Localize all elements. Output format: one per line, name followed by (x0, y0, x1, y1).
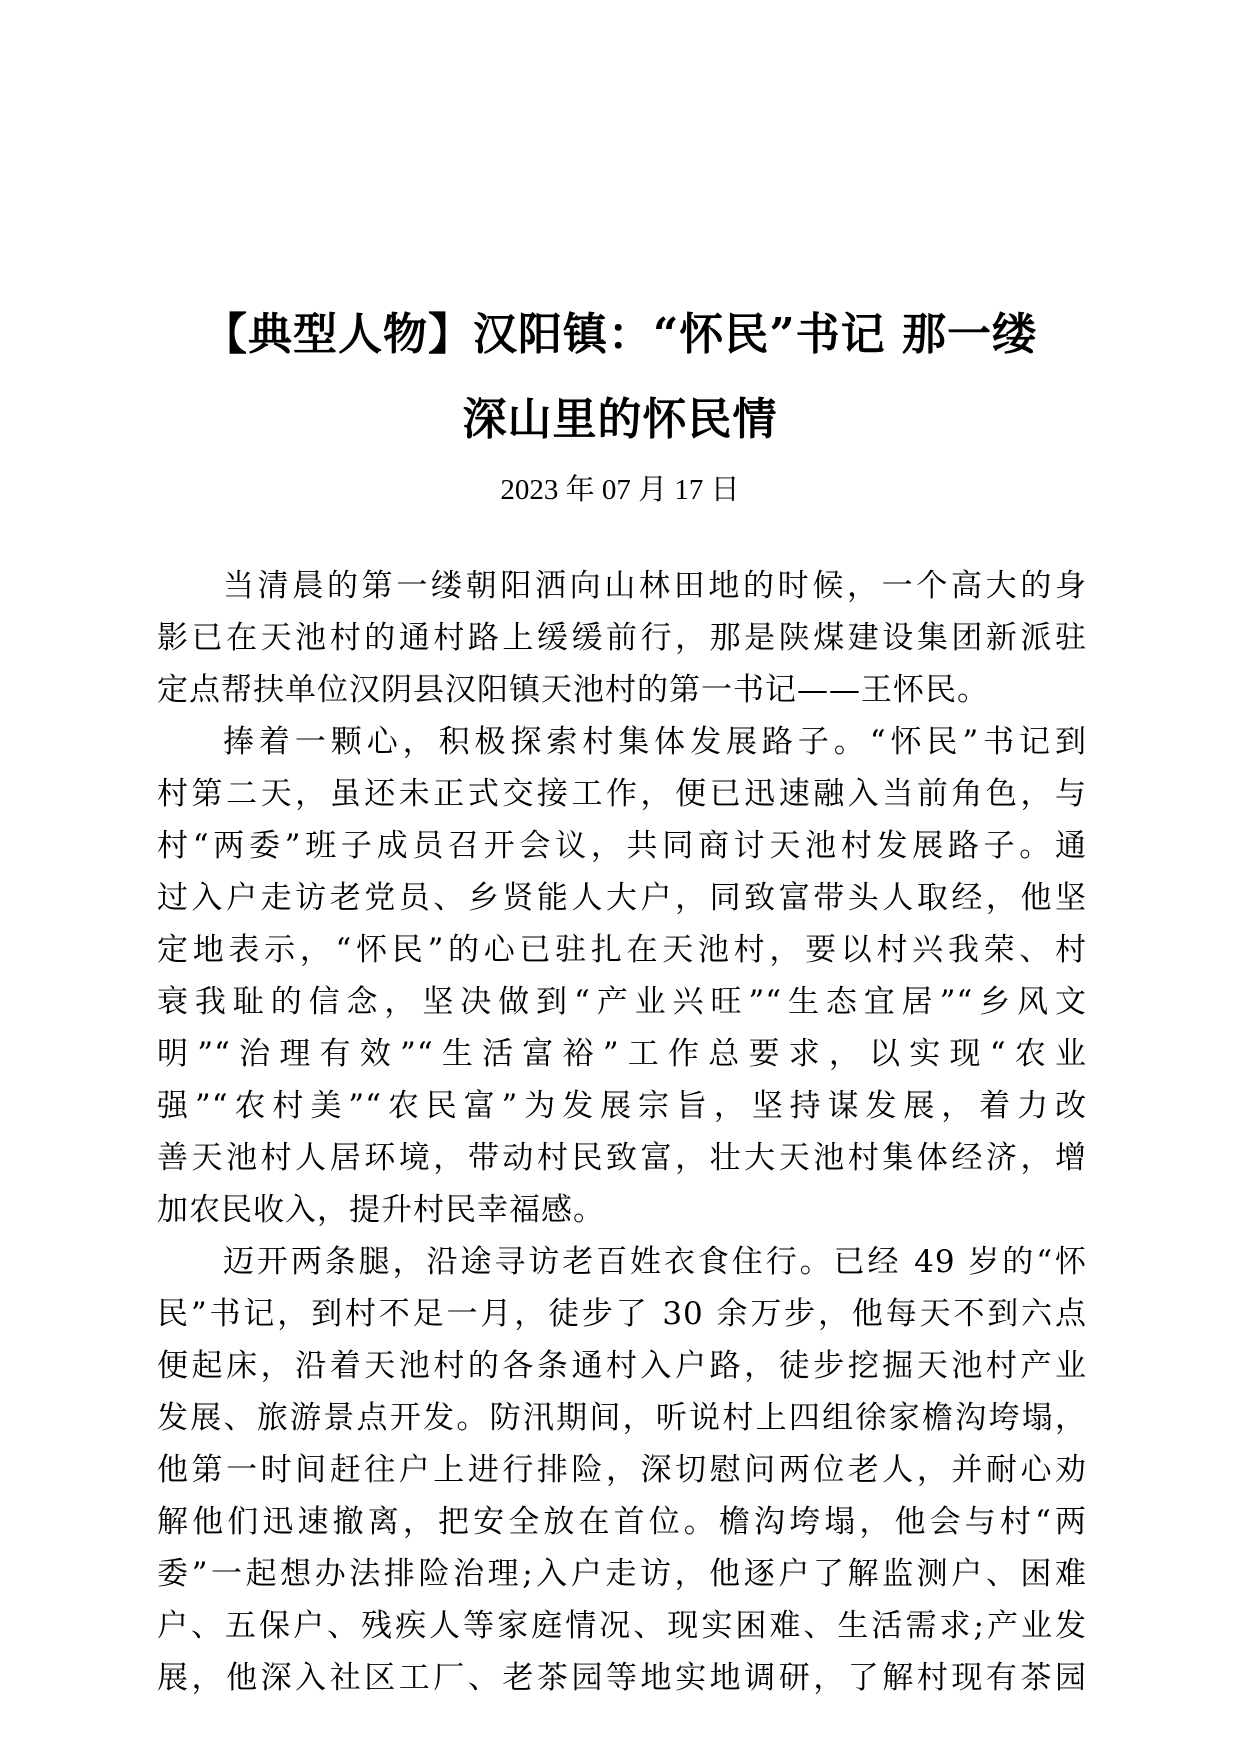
paragraph-line: 明”“治理有效”“生活富裕”工作总要求，以实现“农业 (157, 1036, 1087, 1072)
article-body (157, 560, 1087, 1704)
paragraph-line: 捧着一颗心，积极探索村集体发展路子。“怀民”书记到 (223, 724, 1087, 760)
paragraph-line: 善天池村人居环境，带动村民致富，壮大天池村集体经济，增 (157, 1140, 1087, 1176)
paragraph-line: 展，他深入社区工厂、老茶园等地实地调研，了解村现有茶园 (157, 1660, 1087, 1696)
paragraph-line: 委”一起想办法排险治理;入户走访，他逐户了解监测户、困难 (157, 1556, 1087, 1592)
title-line-2: 深山里的怀民情 (462, 394, 778, 445)
paragraph-line: 发展、旅游景点开发。防汛期间，听说村上四组徐家檐沟垮塌， (157, 1400, 1087, 1436)
paragraph-line: 当清晨的第一缕朝阳洒向山林田地的时候，一个高大的身 (223, 568, 1087, 604)
paragraph-line: 衰我耻的信念，坚决做到“产业兴旺”“生态宜居”“乡风文 (157, 984, 1087, 1020)
title-line-1: 【典型人物】汉阳镇：“怀民”书记 那一缕 (203, 309, 1037, 360)
paragraph-line: 定地表示，“怀民”的心已驻扎在天池村，要以村兴我荣、村 (157, 932, 1087, 968)
publish-date: 2023 年 07 月 17 日 (500, 474, 740, 506)
paragraph-line: 他第一时间赶往户上进行排险，深切慰问两位老人，并耐心劝 (157, 1452, 1087, 1488)
paragraph-line: 村第二天，虽还未正式交接工作，便已迅速融入当前角色，与 (157, 776, 1087, 812)
paragraph-line: 强”“农村美”“农民富”为发展宗旨，坚持谋发展，着力改 (157, 1088, 1087, 1124)
paragraph-line: 村“两委”班子成员召开会议，共同商讨天池村发展路子。通 (157, 828, 1087, 864)
paragraph-line: 解他们迅速撤离，把安全放在首位。檐沟垮塌，他会与村“两 (157, 1504, 1087, 1540)
paragraph-line: 过入户走访老党员、乡贤能人大户，同致富带头人取经，他坚 (157, 880, 1087, 916)
paragraph-line: 定点帮扶单位汉阴县汉阳镇天池村的第一书记——王怀民。 (157, 672, 989, 708)
paragraph-line: 民”书记，到村不足一月，徒步了 30 余万步，他每天不到六点 (157, 1296, 1087, 1332)
paragraph-line: 户、五保户、残疾人等家庭情况、现实困难、生活需求;产业发 (157, 1608, 1087, 1644)
paragraph-line: 便起床，沿着天池村的各条通村入户路，徒步挖掘天池村产业 (157, 1348, 1087, 1384)
paragraph-line: 加农民收入，提升村民幸福感。 (157, 1192, 605, 1228)
paragraph-line: 迈开两条腿，沿途寻访老百姓衣食住行。已经 49 岁的“怀 (223, 1244, 1087, 1280)
paragraph-line: 影已在天池村的通村路上缓缓前行，那是陕煤建设集团新派驻 (157, 620, 1087, 656)
